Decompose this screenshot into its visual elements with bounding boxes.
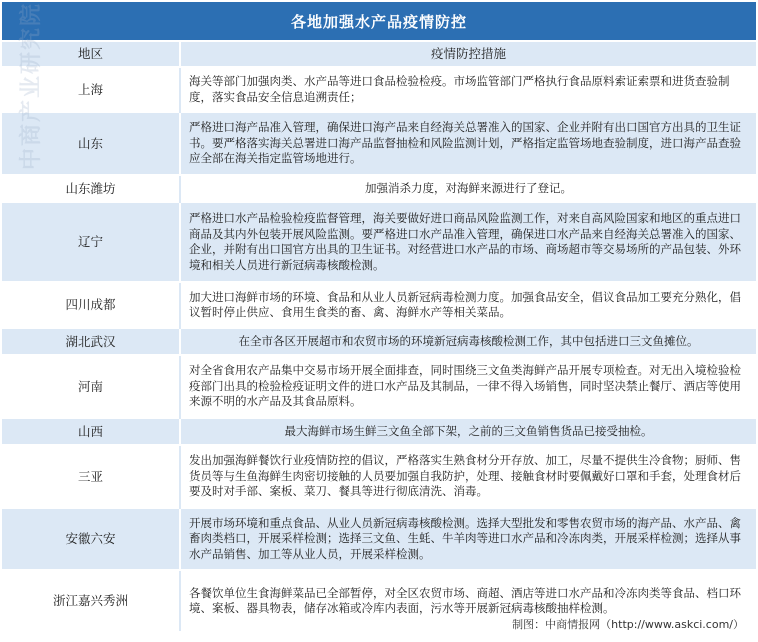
table-row [2, 112, 756, 175]
region-cell: 山东 [2, 112, 180, 175]
header-region: 地区 [2, 41, 180, 67]
measure-cell: 严格进口水产品检验检疫监督管理，海关要做好进口商品风险监测工作，对来自高风险国家和地区的重点进口商品及其内外包装开展风险监测。要严格进口水产品准入管理，确保进口水产品来自经海关总署准入的国家、企业，并附有出口国官方出具的卫生证书。对经营进口水产品的市场、商场超市等交易场所的产品包装、外环境和相关人员进行新冠病毒核酸检测。 [180, 202, 756, 282]
region-cell: 湖北武汉 [2, 328, 180, 355]
measure-cell: 在全市各区开展超市和农贸市场的环境新冠病毒核酸检测工作，其中包括进口三文鱼摊位。 [180, 328, 756, 355]
measure-cell: 加强消杀力度，对海鲜来源进行了登记。 [180, 175, 756, 202]
source-footer: 制图：中商情报网（http://www.askci.com/） [512, 618, 744, 631]
measures-table [2, 40, 756, 631]
measure-cell: 发出加强海鲜餐饮行业疫情防控的倡议，严格落实生熟食材分开存放、加工，尽量不提供生冷食物；厨师、售货员等与生鱼海鲜生肉密切接触的人员要加强自我防护，处理、接触食材时要佩戴好口罩和手套，处理食材后要及时对手部、案板、菜刀、餐具等进行彻底清洗、消毒。 [180, 445, 756, 508]
region-cell: 河南 [2, 355, 180, 418]
watermark: 中商产业研究院 [19, 1, 44, 170]
region-cell: 上海 [2, 67, 180, 112]
table-row [2, 355, 756, 418]
table-title: 各地加强水产品疫情防控 [2, 2, 756, 40]
header-measures: 疫情防控措施 [180, 41, 756, 67]
measure-cell: 各餐饮单位生食海鲜菜品已全部暂停，对全区农贸市场、商超、酒店等进口水产品和冷冻肉类等食品、档口环境、案板、器具物表，储存冰箱或冷库内表面，污水等开展新冠病毒核酸抽样检测。 [180, 570, 756, 631]
region-cell: 三亚 [2, 445, 180, 508]
table-row [2, 508, 756, 570]
measure-cell: 最大海鲜市场生鲜三文鱼全部下架，之前的三文鱼销售货品已接受抽检。 [180, 418, 756, 445]
table-row [2, 202, 756, 282]
table-row [2, 328, 756, 355]
table-row [2, 282, 756, 328]
region-cell: 安徽六安 [2, 508, 180, 570]
region-cell: 山东潍坊 [2, 175, 180, 202]
measure-cell: 海关等部门加强肉类、水产品等进口食品检验检疫。市场监管部门严格执行食品原料索证索票和进货查验制度，落实食品安全信息追溯责任； [180, 67, 756, 112]
measure-cell: 严格进口海产品准入管理，确保进口海产品来自经海关总署准入的国家、企业并附有出口国官方出具的卫生证书。要严格落实海关总署进口海产品监督抽检和风险监测计划，严格指定监管场地查验制度，进口海产品查验应全部在海关指定监管场地进行。 [180, 112, 756, 175]
table-row [2, 175, 756, 202]
table-row [2, 418, 756, 445]
measure-cell: 开展市场环境和重点食品、从业人员新冠病毒核酸检测。选择大型批发和零售农贸市场的海产品、水产品、禽畜肉类档口，开展采样检测；选择三文鱼、生蚝、牛羊肉等进口水产品和冷冻肉类，开展采样检测；选择从事水产品销售、加工等从业人员，开展采样检测。 [180, 508, 756, 570]
region-cell: 四川成都 [2, 282, 180, 328]
region-cell: 浙江嘉兴秀洲 [2, 570, 180, 631]
region-cell: 山西 [2, 418, 180, 445]
region-cell: 辽宁 [2, 202, 180, 282]
measure-cell: 对全省食用农产品集中交易市场开展全面排查，同时围绕三文鱼类海鲜产品开展专项检查。对无出入境检验检疫部门出具的检验检疫证明文件的进口水产品及其制品，一律不得入场销售，同时坚决禁止餐厅、酒店等使用来源不明的水产品及其食品原料。 [180, 355, 756, 418]
table-row [2, 445, 756, 508]
measure-cell: 加大进口海鲜市场的环境、食品和从业人员新冠病毒检测力度。加强食品安全，倡议食品加工要充分熟化，倡议暂时停止供应、食用生食类的畜、禽、海鲜水产等相关菜品。 [180, 282, 756, 328]
table-header-row [2, 41, 756, 67]
table-row [2, 67, 756, 112]
